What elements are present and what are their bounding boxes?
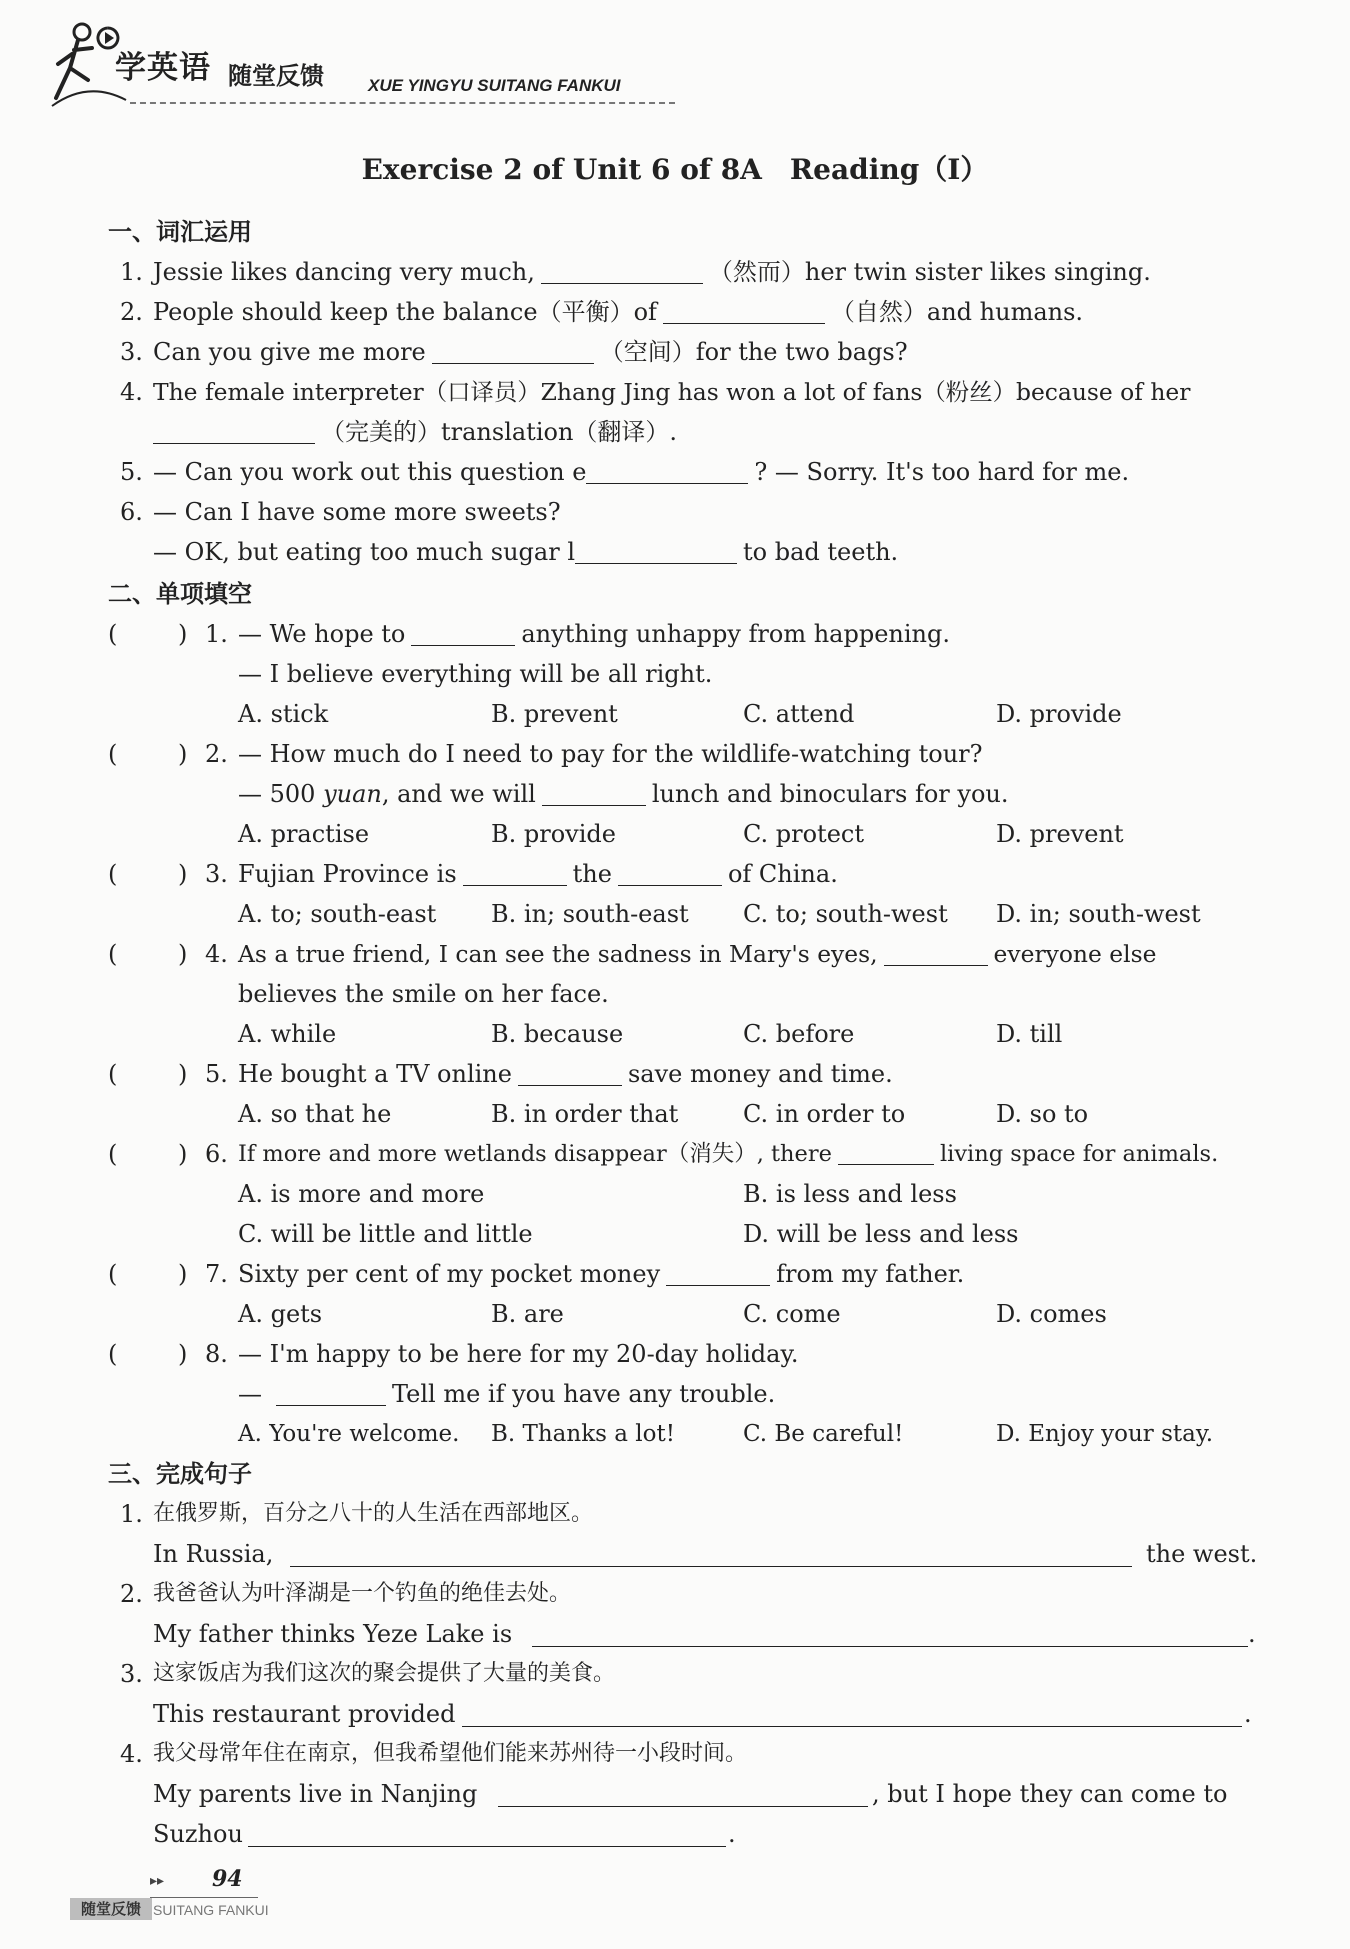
option-d[interactable]: D. comes — [996, 1300, 1107, 1328]
answer-blank[interactable] — [884, 941, 988, 966]
answer-blank[interactable] — [838, 1140, 934, 1165]
answer-box[interactable] — [134, 858, 176, 886]
option-c[interactable]: C. in order to — [743, 1100, 906, 1128]
answer-blank[interactable] — [541, 259, 703, 284]
answer-box[interactable] — [134, 1338, 176, 1366]
option-c[interactable]: C. will be little and little — [238, 1220, 533, 1248]
footer-badge: 随堂反馈 — [70, 1898, 152, 1920]
answer-line[interactable] — [462, 1702, 1242, 1727]
option-d[interactable]: D. will be less and less — [743, 1220, 1019, 1248]
option-b[interactable]: B. provide — [491, 820, 616, 848]
option-b[interactable]: B. in order that — [491, 1100, 679, 1128]
page-title: Exercise 2 of Unit 6 of 8A Reading（Ⅰ） — [361, 153, 989, 186]
option-d[interactable]: D. in; south-west — [996, 900, 1201, 928]
option-c[interactable]: C. attend — [743, 700, 855, 728]
page-arrow-icon: ▸▸ — [150, 1873, 165, 1889]
page-number: 94 — [212, 1866, 243, 1892]
answer-blank[interactable] — [276, 1381, 386, 1406]
option-d[interactable]: D. till — [996, 1020, 1063, 1048]
option-b[interactable]: B. is less and less — [743, 1180, 957, 1208]
answer-blank[interactable] — [618, 861, 722, 886]
option-b[interactable]: B. because — [491, 1020, 624, 1048]
option-a[interactable]: A. is more and more — [238, 1180, 485, 1208]
option-a[interactable]: A. to; south-east — [238, 900, 437, 928]
footer-series-name: SUITANG FANKUI — [153, 1902, 269, 1918]
logo-pinyin: XUE YINGYU SUITANG FANKUI — [368, 76, 621, 95]
answer-line[interactable] — [248, 1822, 726, 1847]
page-header — [40, 14, 680, 114]
option-c[interactable]: C. protect — [743, 820, 864, 848]
answer-box[interactable] — [134, 1138, 176, 1166]
logo-chinese-subtitle: 随堂反馈 — [228, 62, 324, 90]
option-a[interactable]: A. practise — [238, 820, 370, 848]
answer-blank[interactable] — [411, 621, 515, 646]
option-b[interactable]: B. prevent — [491, 700, 618, 728]
answer-line[interactable] — [532, 1622, 1248, 1647]
option-a[interactable]: A. gets — [238, 1300, 323, 1328]
answer-blank[interactable] — [463, 861, 567, 886]
option-d[interactable]: D. Enjoy your stay. — [996, 1421, 1214, 1447]
option-d[interactable]: D. prevent — [996, 820, 1124, 848]
option-a[interactable]: A. You're welcome. — [238, 1421, 460, 1447]
answer-box[interactable] — [134, 1258, 176, 1286]
section1-heading: 一、词汇运用 — [108, 218, 252, 246]
answer-blank[interactable] — [153, 419, 315, 444]
option-a[interactable]: A. stick — [238, 700, 329, 728]
answer-blank[interactable] — [666, 1261, 770, 1286]
header-divider — [130, 102, 675, 104]
option-d[interactable]: D. provide — [996, 700, 1122, 728]
option-a[interactable]: A. while — [238, 1020, 337, 1048]
option-c[interactable]: C. come — [743, 1300, 841, 1328]
option-b[interactable]: B. in; south-east — [491, 900, 689, 928]
section2-heading: 二、单项填空 — [108, 580, 252, 608]
answer-box[interactable] — [134, 618, 176, 646]
answer-box[interactable] — [134, 738, 176, 766]
answer-box[interactable] — [134, 1058, 176, 1086]
answer-blank[interactable] — [542, 781, 646, 806]
answer-blank[interactable] — [663, 299, 825, 324]
answer-line[interactable] — [290, 1542, 1132, 1567]
answer-blank[interactable] — [586, 459, 748, 484]
option-c[interactable]: C. Be careful! — [743, 1421, 904, 1447]
option-c[interactable]: C. before — [743, 1020, 855, 1048]
answer-line[interactable] — [498, 1782, 868, 1807]
option-b[interactable]: B. are — [491, 1300, 564, 1328]
option-d[interactable]: D. so to — [996, 1100, 1089, 1128]
answer-blank[interactable] — [432, 339, 594, 364]
answer-blank[interactable] — [518, 1061, 622, 1086]
section3-heading: 三、完成句子 — [108, 1460, 252, 1488]
option-b[interactable]: B. Thanks a lot! — [491, 1421, 675, 1447]
option-a[interactable]: A. so that he — [238, 1100, 392, 1128]
answer-box[interactable] — [134, 938, 176, 966]
answer-blank[interactable] — [575, 539, 737, 564]
logo-chinese-title: 学英语 — [115, 50, 211, 86]
option-c[interactable]: C. to; south-west — [743, 900, 948, 928]
footer-divider — [150, 1897, 258, 1898]
